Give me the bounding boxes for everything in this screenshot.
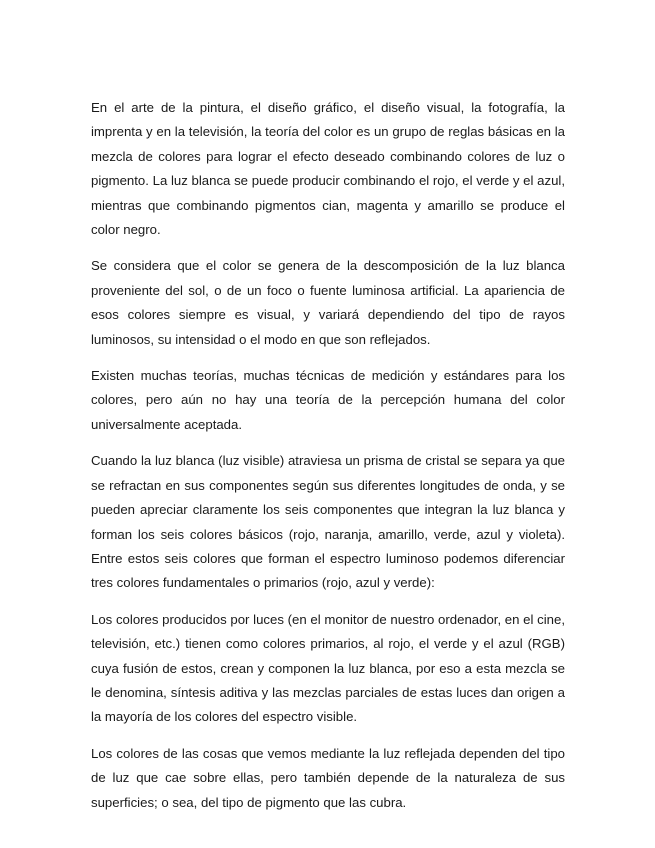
paragraph-prism: Cuando la luz blanca (luz visible) atraviesa un prisma de cristal se separa ya que se refractan en sus componentes según sus diferentes longitudes de onda, y se pueden apreciar claramente los seis componentes que integran la luz blanca y forman los seis colores básicos (rojo, naranja, amarillo, verde, azul y violeta). Entre estos seis colores que forman el espectro luminoso podemos diferenciar tres colores fundamentales o primarios (rojo, azul y verde): bbox=[91, 453, 565, 591]
paragraph-intro: En el arte de la pintura, el diseño gráfico, el diseño visual, la fotografía, la imprenta y en la televisión, la teoría del color es un grupo de reglas básicas en la mezcla de colores para lograr el efecto deseado combinando colores de luz o pigmento. La luz blanca se puede producir combinando el rojo, el verde y el azul, mientras que combinando pigmentos cian, magenta y amarillo se produce el color negro. bbox=[91, 100, 565, 238]
paragraph-theories: Existen muchas teorías, muchas técnicas de medición y estándares para los colores, pero aún no hay una teoría de la percepción humana del color universalmente aceptada. bbox=[91, 368, 565, 432]
document-body bbox=[91, 96, 565, 815]
paragraph-color-origin: Se considera que el color se genera de la descomposición de la luz blanca proveniente del sol, o de un foco o fuente luminosa artificial. La apariencia de esos colores siempre es visual, y variará dependiendo del tipo de rayos luminosos, su intensidad o el modo en que son reflejados. bbox=[91, 258, 565, 347]
paragraph-reflected-light: Los colores de las cosas que vemos mediante la luz reflejada dependen del tipo de luz que cae sobre ellas, pero también depende de la naturaleza de sus superficies; o sea, del tipo de pigmento que las cubra. bbox=[91, 745, 565, 810]
paragraph-additive-synthesis: Los colores producidos por luces (en el monitor de nuestro ordenador, en el cine, televisión, etc.) tienen como colores primarios, al rojo, el verde y el azul (RGB) cuya fusión de estos, crean y componen la luz blanca, por eso a esta mezcla se le denomina, síntesis aditiva y las mezclas parciales de estas luces dan origen a la mayoría de los colores del espectro visible. bbox=[91, 611, 565, 725]
